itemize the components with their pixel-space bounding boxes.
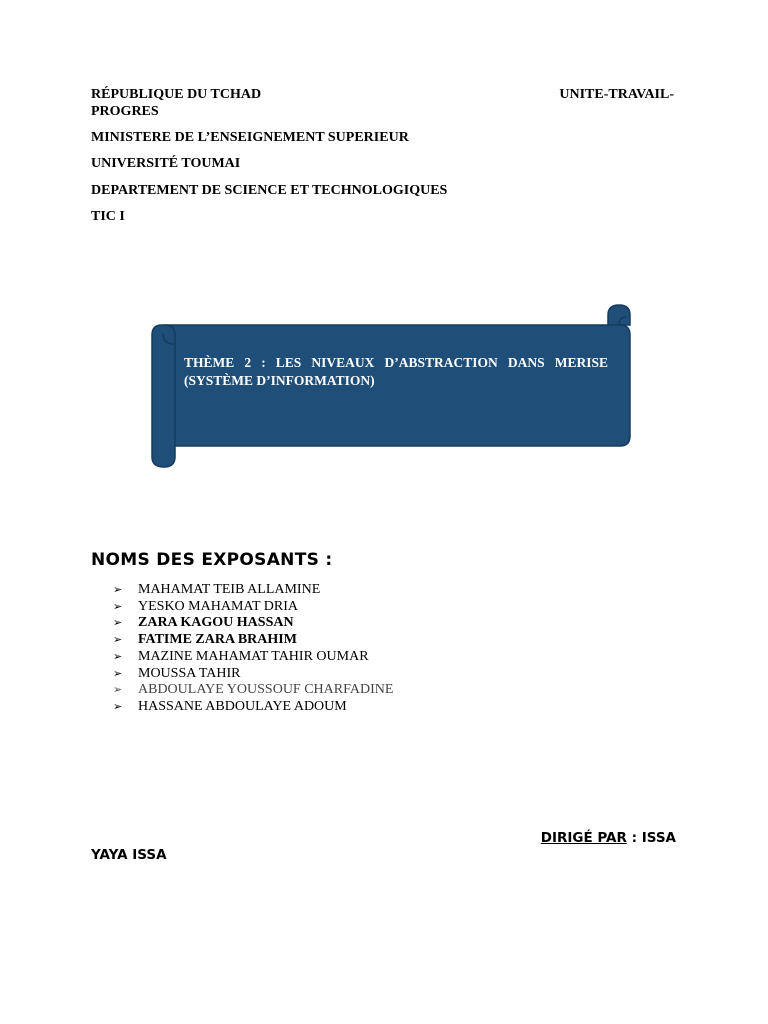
exposant-name: MOUSSA TAHIR bbox=[138, 665, 241, 681]
universite-line: UNIVERSITÉ TOUMAI bbox=[91, 156, 241, 171]
exposant-name: ZARA KAGOU HASSAN bbox=[138, 615, 294, 631]
devise-part1: UNITE-TRAVAIL- bbox=[559, 87, 674, 102]
exposant-name: MAHAMAT TEIB ALLAMINE bbox=[138, 582, 321, 597]
exposant-name: FATIME ZARA BRAHIM bbox=[138, 632, 297, 648]
scroll-left-roll bbox=[152, 325, 175, 467]
classe-line: TIC I bbox=[91, 209, 125, 224]
arrow-bullet-icon: ➢ bbox=[113, 666, 123, 680]
dirige-par-label: DIRIGÉ PAR bbox=[540, 830, 627, 846]
ministere-line: MINISTERE DE L’ENSEIGNEMENT SUPERIEUR bbox=[91, 130, 409, 145]
list-item bbox=[113, 682, 393, 699]
exposant-name: ABDOULAYE YOUSSOUF CHARFADINE bbox=[138, 682, 394, 698]
dirige-par-continuation: YAYA ISSA bbox=[91, 847, 167, 863]
exposants-list bbox=[113, 582, 393, 716]
arrow-bullet-icon: ➢ bbox=[113, 649, 123, 663]
arrow-bullet-icon: ➢ bbox=[113, 599, 123, 613]
devise-part2: PROGRES bbox=[91, 104, 159, 119]
exposant-name: MAZINE MAHAMAT TAHIR OUMAR bbox=[138, 648, 369, 664]
exposant-name: HASSANE ABDOULAYE ADOUM bbox=[138, 698, 347, 714]
list-item bbox=[113, 582, 393, 599]
arrow-bullet-icon: ➢ bbox=[113, 616, 123, 630]
list-item bbox=[113, 666, 393, 683]
theme-title: THÈME 2 : LES NIVEAUX D’ABSTRACTION DANS MERISE (SYSTÈME D’INFORMATION) bbox=[184, 355, 608, 388]
arrow-bullet-icon: ➢ bbox=[113, 583, 123, 596]
list-item bbox=[113, 649, 393, 666]
list-item bbox=[113, 699, 393, 716]
republique-line: RÉPUBLIQUE DU TCHAD bbox=[91, 87, 262, 102]
arrow-bullet-icon: ➢ bbox=[113, 683, 123, 697]
arrow-bullet-icon: ➢ bbox=[113, 699, 123, 713]
dirige-par-line bbox=[541, 830, 676, 846]
exposant-name: YESKO MAHAMAT DRIA bbox=[138, 598, 298, 614]
list-item bbox=[113, 615, 393, 632]
list-item bbox=[113, 599, 393, 616]
list-item bbox=[113, 632, 393, 649]
dirige-par-separator: : ISSA bbox=[626, 830, 676, 846]
exposants-heading: NOMS DES EXPOSANTS : bbox=[91, 550, 333, 570]
arrow-bullet-icon: ➢ bbox=[113, 633, 123, 647]
departement-line: DEPARTEMENT DE SCIENCE ET TECHNOLOGIQUES bbox=[91, 183, 448, 198]
